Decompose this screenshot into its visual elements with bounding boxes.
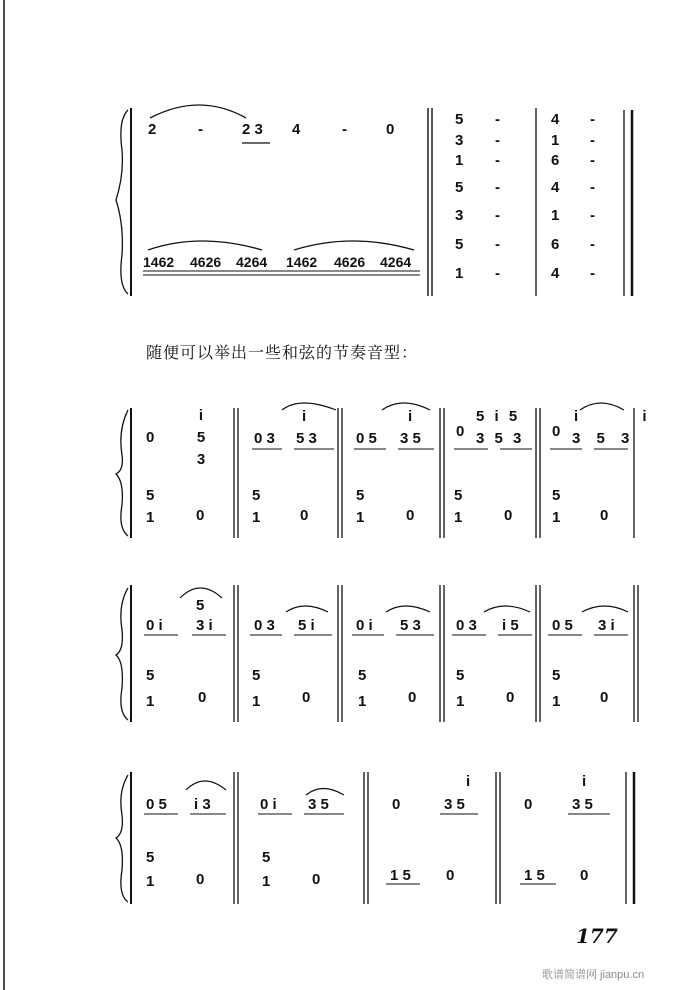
s4-low-m4-0: 0 <box>580 867 589 884</box>
s3-m5-a: 0 5 <box>552 617 573 634</box>
s1-r2-d5: - <box>590 207 595 224</box>
s2-low-m1-0: 0 <box>196 507 205 524</box>
s4-m3-b: 3 5 <box>444 796 465 813</box>
s3-low-m5-0: 0 <box>600 689 609 706</box>
s2-low-m1-1: 1 <box>146 509 155 526</box>
s1-r2-n3: 6 <box>551 152 560 169</box>
s1-r2-d6: - <box>590 236 595 253</box>
s3-low-m3-5: 5 <box>358 667 367 684</box>
s1-r1-n2: 3 <box>455 132 464 149</box>
s3-m3-b: 5 3 <box>400 617 421 634</box>
s2-m5-a: 0 <box>552 423 561 440</box>
s2-m2-top: i <box>302 408 307 425</box>
s3-low-m4-0: 0 <box>506 689 515 706</box>
s2-m2-a: 0 3 <box>254 430 275 447</box>
s4-low-m2-5: 5 <box>262 849 271 866</box>
s1-r2-d3: - <box>590 152 595 169</box>
s4-low-m3-15: 1 5 <box>390 867 411 884</box>
s1-bottom-group-2: 4626 <box>190 254 222 270</box>
s3-m3-a: 0 i <box>356 617 373 634</box>
s1-r1-d5: - <box>495 207 500 224</box>
s4-m4-b: 3 5 <box>572 796 593 813</box>
s3-low-m2-1: 1 <box>252 693 261 710</box>
s1-top-note-1: 2 <box>148 121 157 138</box>
s1-top-note-5: - <box>342 121 347 138</box>
s1-r1-n7: 1 <box>455 265 464 282</box>
s4-low-m1-5: 5 <box>146 849 155 866</box>
s3-low-m5-1: 1 <box>552 693 561 710</box>
s1-r2-n1: 4 <box>551 111 560 128</box>
s4-m1-a: 0 5 <box>146 796 167 813</box>
s4-low-m2-0: 0 <box>312 871 321 888</box>
s3-m4-a: 0 3 <box>456 617 477 634</box>
s2-m5-top: i i <box>574 408 677 425</box>
s3-low-m4-5: 5 <box>456 667 465 684</box>
s3-low-m1-0: 0 <box>198 689 207 706</box>
s1-top-note-3: 2 3 <box>242 121 263 138</box>
s1-r2-n2: 1 <box>551 132 560 149</box>
s2-low-m4-0: 0 <box>504 507 513 524</box>
s1-r2-n4: 4 <box>551 179 560 196</box>
s1-r1-n3: 1 <box>455 152 464 169</box>
s4-m1-b: i 3 <box>194 796 211 813</box>
s2-m3-b: 3 5 <box>400 430 421 447</box>
s2-low-m3-5: 5 <box>356 487 365 504</box>
s1-bottom-group-6: 4264 <box>380 254 412 270</box>
s1-r1-d7: - <box>495 265 500 282</box>
s2-m1-b: i 5 3 <box>196 407 206 468</box>
s1-r2-n7: 4 <box>551 265 560 282</box>
s2-low-m4-5: 5 <box>454 487 463 504</box>
s1-bottom-group-3: 4264 <box>236 254 268 270</box>
page-number: 177 <box>576 924 618 948</box>
s4-m3-top: i <box>466 773 471 790</box>
s2-low-m1-5: 5 <box>146 487 155 504</box>
s2-m3-a: 0 5 <box>356 430 377 447</box>
s4-m2-a: 0 i <box>260 796 277 813</box>
s1-top-note-2: - <box>198 121 203 138</box>
s3-low-m1-1: 1 <box>146 693 155 710</box>
s2-low-m5-5: 5 <box>552 487 561 504</box>
s1-bottom-group-5: 4626 <box>334 254 366 270</box>
s3-top-5: 5 <box>196 597 205 614</box>
s2-m2-b: 5 3 <box>296 430 317 447</box>
watermark: 歌谱简谱网 jianpu.cn <box>542 969 645 981</box>
s1-r1-d4: - <box>495 179 500 196</box>
s2-low-m5-1: 1 <box>552 509 561 526</box>
s3-m1-a: 0 i <box>146 617 163 634</box>
s2-m5-b: 3 5 3 <box>572 430 636 447</box>
s1-r2-d7: - <box>590 265 595 282</box>
s1-r1-n4: 5 <box>455 179 464 196</box>
s2-low-m5-0: 0 <box>600 507 609 524</box>
caption: 随便可以举出一些和弦的节奏音型： <box>146 343 419 362</box>
s2-m1-a: 0 <box>146 429 155 446</box>
s2-low-m3-0: 0 <box>406 507 415 524</box>
s2-low-m4-1: 1 <box>454 509 463 526</box>
s3-low-m4-1: 1 <box>456 693 465 710</box>
s4-low-m1-0: 0 <box>196 871 205 888</box>
s3-low-m1-5: 5 <box>146 667 155 684</box>
s4-m4-a: 0 <box>524 796 533 813</box>
s4-low-m1-1: 1 <box>146 873 155 890</box>
s1-r1-d3: - <box>495 152 500 169</box>
s3-m2-b: 5 i <box>298 617 315 634</box>
s4-m3-a: 0 <box>392 796 401 813</box>
s3-low-m2-0: 0 <box>302 689 311 706</box>
s1-bottom-group-1: 1462 <box>143 254 175 270</box>
s3-low-m2-5: 5 <box>252 667 261 684</box>
s4-m2-b: 3 5 <box>308 796 329 813</box>
s1-r1-n5: 3 <box>455 207 464 224</box>
s2-m3-top: i <box>408 408 413 425</box>
s4-low-m2-1: 1 <box>262 873 271 890</box>
s1-r1-n1: 5 <box>455 111 464 128</box>
s1-r1-n6: 5 <box>455 236 464 253</box>
s1-r1-d1: - <box>495 111 500 128</box>
s4-low-m4-15: 1 5 <box>524 867 545 884</box>
s4-low-m3-0: 0 <box>446 867 455 884</box>
s1-r2-n6: 6 <box>551 236 560 253</box>
s3-low-m3-0: 0 <box>408 689 417 706</box>
s1-r2-d1: - <box>590 111 595 128</box>
s3-low-m5-5: 5 <box>552 667 561 684</box>
s1-top-note-6: 0 <box>386 121 395 138</box>
s3-m4-b: i 5 <box>502 617 519 634</box>
s1-r2-d4: - <box>590 179 595 196</box>
s2-low-m3-1: 1 <box>356 509 365 526</box>
s1-bottom-group-4: 1462 <box>286 254 318 270</box>
s2-m4-a: 0 <box>456 423 465 440</box>
s1-r1-d2: - <box>495 132 500 149</box>
s2-low-m2-1: 1 <box>252 509 261 526</box>
s3-m5-b: 3 i <box>598 617 615 634</box>
s1-r2-n5: 1 <box>551 207 560 224</box>
s1-r1-d6: - <box>495 236 500 253</box>
s1-top-note-4: 4 <box>292 121 301 138</box>
s3-m1-b: 3 i <box>196 617 213 634</box>
s4-m4-top: i <box>582 773 587 790</box>
s2-m4-top: 5 i 5 <box>476 408 521 425</box>
s3-m2-a: 0 3 <box>254 617 275 634</box>
s2-low-m2-5: 5 <box>252 487 261 504</box>
s1-r2-d2: - <box>590 132 595 149</box>
s2-low-m2-0: 0 <box>300 507 309 524</box>
s3-low-m3-1: 1 <box>358 693 367 710</box>
s2-m4-b: 3 5 3 <box>476 430 525 447</box>
